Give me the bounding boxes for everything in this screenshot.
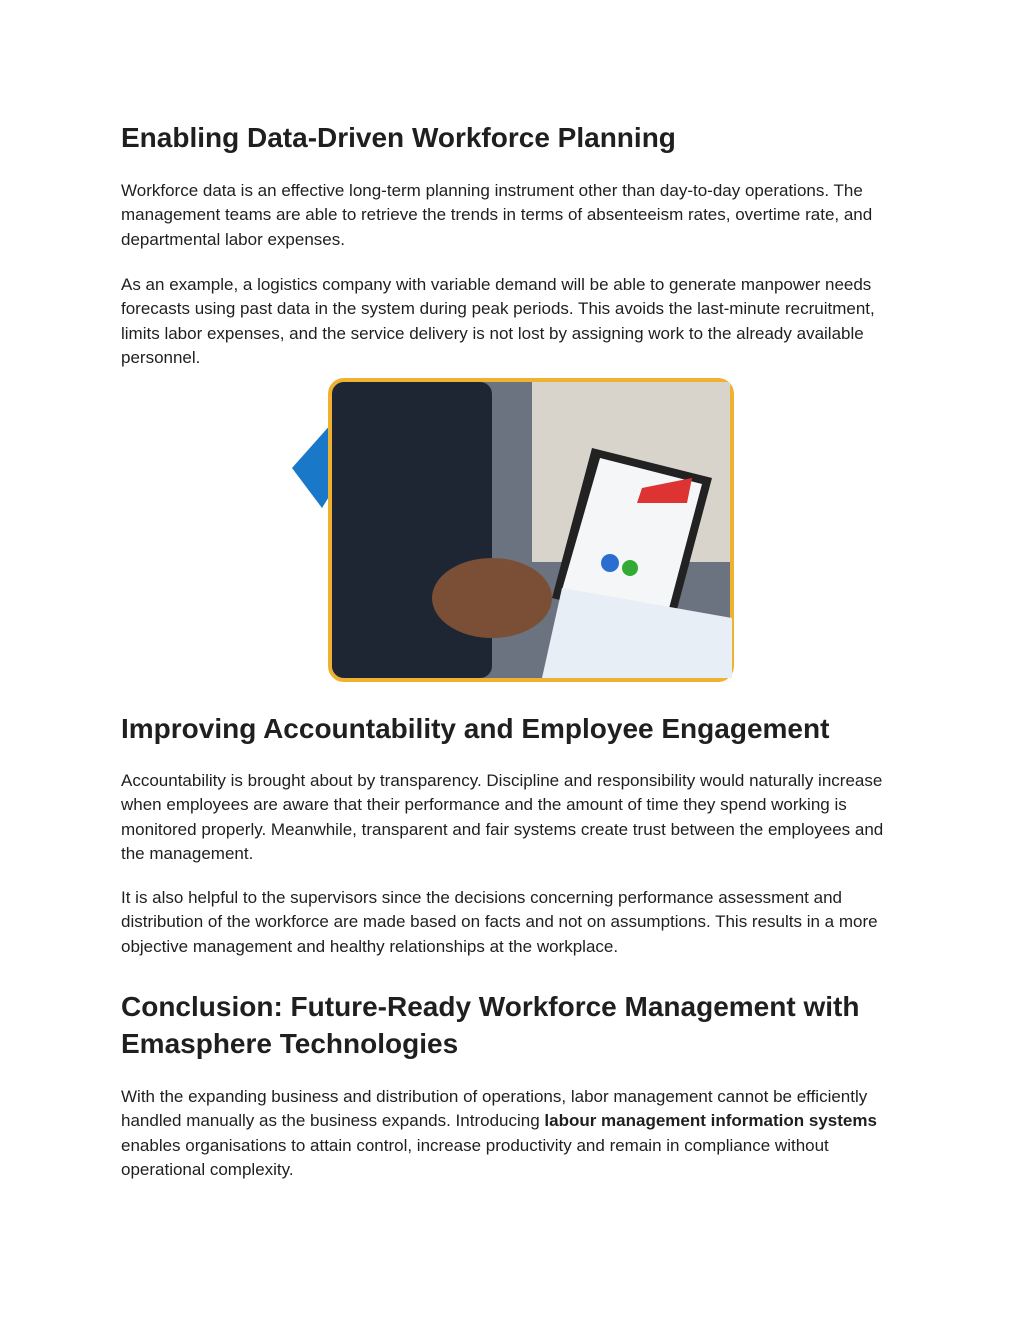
heading-conclusion: Conclusion: Future-Ready Workforce Management with Emasphere Technologies	[121, 991, 860, 1059]
paragraph: Workforce data is an effective long-term planning instrument other than day-to-day operations. The management teams are able to retrieve the trends in terms of absenteeism rates, overtime rate, and departmental labor expenses.	[121, 181, 873, 249]
heading-workforce-planning: Enabling Data-Driven Workforce Planning	[121, 122, 676, 153]
text: enables organisations to attain control, increase productivity and remain in compliance without operational complexity.	[121, 1135, 829, 1179]
paragraph: Accountability is brought about by transparency. Discipline and responsibility would naturally increase when employees are aware that their performance and the amount of time they spend working is monitored properly. Meanwhile, transparent and fair systems create trust between the employees and the management.	[121, 771, 884, 863]
paragraph: It is also helpful to the supervisors since the decisions concerning performance assessment and distribution of the workforce are made based on facts and not on assumptions. This results in a more objective management and healthy relationships at the workplace.	[121, 888, 878, 956]
paragraph: As an example, a logistics company with variable demand will be able to generate manpower needs forecasts using past data in the system during peak periods. This avoids the last-minute recruitment, limits labor expenses, and the service delivery is not lost by assigning work to the already available personnel.	[121, 275, 875, 367]
business-tablet-image	[292, 378, 734, 682]
text: With the expanding business and distribution of operations, labor management cannot be efficiently handled manually as the business expands. Introducing	[121, 1087, 868, 1131]
bold-link-text: labour management information systems	[544, 1111, 877, 1131]
paragraph	[121, 1085, 911, 1182]
heading-accountability: Improving Accountability and Employee Engagement	[121, 713, 830, 744]
